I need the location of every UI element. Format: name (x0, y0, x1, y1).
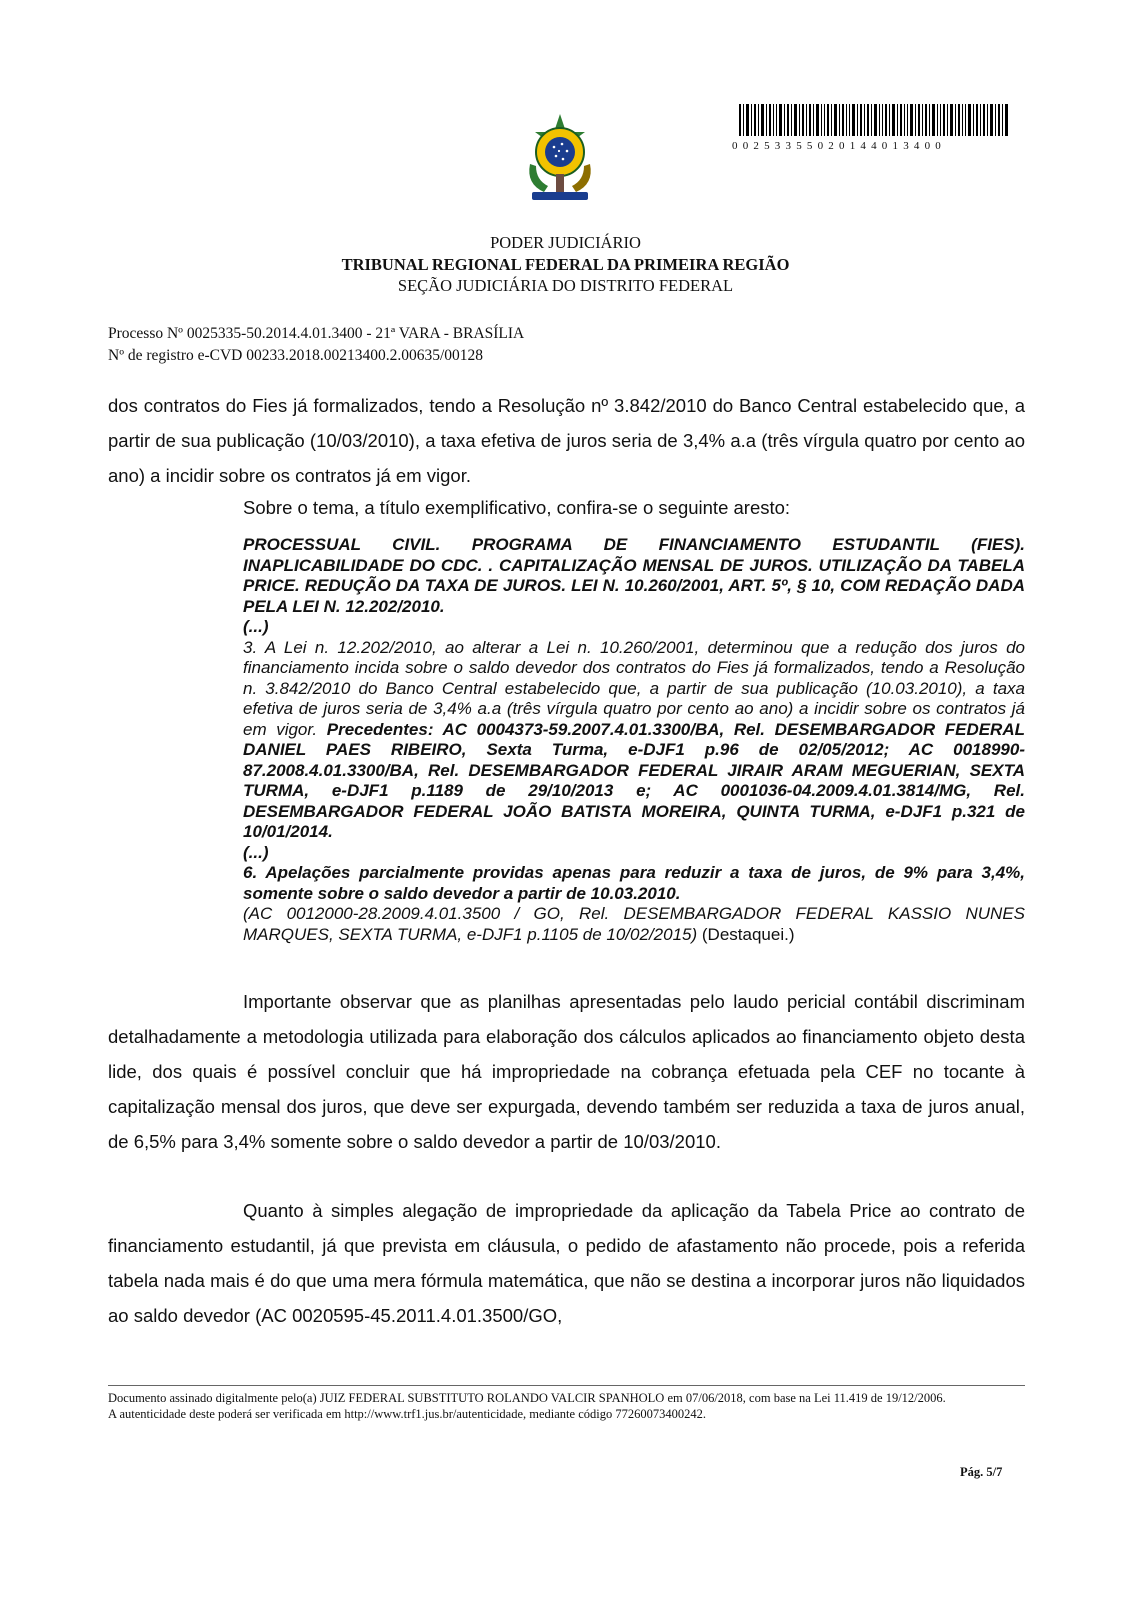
barcode-digits: 00253355020144013400 (732, 140, 946, 152)
lead-paragraph (108, 388, 1025, 493)
quote-ellipsis-2: (...) (243, 842, 269, 862)
footer-authenticity: A autenticidade deste poderá ser verificada em http://www.trf1.jus.br/autenticidade, mediante código 77260073400242. (108, 1406, 706, 1421)
quote-item-6: 6. Apelações parcialmente providas apenas para reduzir a taxa de juros, de 9% para 3,4%, somente sobre o saldo devedor a partir de 10.03.2010. (243, 863, 1025, 903)
quote-item-3-text: 3. A Lei n. 12.202/2010, ao alterar a Lei n. 10.260/2001, determinou que a redução dos juros do financiamento incida sobre o saldo devedor dos contratos do Fies já formalizados, tendo a Resolução n. 3.842/2010 do Banco Central estabelecido que, a partir de sua publicação (10.03.2010), a taxa efetiva de juros seria de 3,4% a.a (três vírgula quatro por cento ao ano) a incidir sobre os contratos já em vigor. (243, 637, 1025, 739)
quote-precedents: Precedentes: AC 0004373-59.2007.4.01.3300/BA, Rel. DESEMBARGADOR FEDERAL DANIEL PAES RIBEIRO, Sexta Turma, e-DJF1 p.96 de 02/05/2012; AC 0018990-87.2008.4.01.3300/BA, Rel. DESEMBARGADOR FEDERAL JIRAIR ARAM MEGUERIAN, SEXTA TURMA, e-DJF1 p.1189 de 29/10/2013 e; AC 0001036-04.2009.4.01.3814/MG, Rel. DESEMBARGADOR FEDERAL JOÃO BATISTA MOREIRA, QUINTA TURMA, e-DJF1 p.321 de 10/01/2014. (243, 719, 1025, 841)
registry-number: Nº de registro e-CVD 00233.2018.00213400.2.00635/00128 (108, 346, 484, 364)
barcode-icon (739, 104, 1009, 136)
quote-headnote: PROCESSUAL CIVIL. PROGRAMA DE FINANCIAMENTO ESTUDANTIL (FIES). INAPLICABILIDADE DO CDC. . CAPITALIZAÇÃO MENSAL DE JUROS. UTILIZAÇÃO DA TABELA PRICE. REDUÇÃO DA TAXA DE JUROS. LEI N. 10.260/2001, ART. 5º, § 10, COM REDAÇÃO DADA PELA LEI N. 12.202/2010. (243, 535, 1025, 616)
court-header (0, 232, 1131, 297)
quote-note: (Destaquei.) (701, 924, 795, 944)
process-info (108, 323, 524, 366)
footer-signature: Documento assinado digitalmente pelo(a) JUIZ FEDERAL SUBSTITUTO ROLANDO VALCIR SPANHOLO em 07/06/2018, com base na Lei 11.419 de 19/12/2006. (108, 1391, 946, 1405)
quote-item-3 (243, 638, 1025, 843)
header-line-tribunal: TRIBUNAL REGIONAL FEDERAL DA PRIMEIRA REGIÃO (341, 254, 790, 274)
paragraph-3 (108, 1193, 1025, 1333)
header-line-section: SEÇÃO JUDICIÁRIA DO DISTRITO FEDERAL (397, 276, 734, 295)
quote-intro: Sobre o tema, a título exemplificativo, confira-se o seguinte aresto: (243, 497, 791, 518)
page-number: Pág. 5/7 (960, 1465, 1003, 1479)
footer (108, 1391, 1025, 1422)
footer-divider (108, 1385, 1025, 1386)
quote-citation: (AC 0012000-28.2009.4.01.3500 / GO, Rel. DESEMBARGADOR FEDERAL KASSIO NUNES MARQUES, SEXTA TURMA, e-DJF1 p.1105 de 10/02/2015) (243, 904, 1025, 944)
header-line-power: PODER JUDICIÁRIO (490, 233, 641, 252)
coat-of-arms-icon (512, 112, 608, 204)
lead-text: dos contratos do Fies já formalizados, tendo a Resolução nº 3.842/2010 do Banco Central estabelecido que, a partir de sua publicação (10/03/2010), a taxa efetiva de juros seria de 3,4% a.a (três vírgula quatro por cento ao ano) a incidir sobre os contratos já em vigor. (108, 395, 1025, 486)
quoted-decision (243, 535, 1025, 945)
quote-ellipsis-1: (...) (243, 617, 269, 636)
paragraph-2-text: Importante observar que as planilhas apresentadas pelo laudo pericial contábil discriminam detalhadamente a metodologia utilizada para elaboração dos cálculos aplicados ao financiamento objeto desta lide, dos quais é possível concluir que há impropriedade na cobrança efetuada pela CEF no tocante à capitalização mensal dos juros, que deve ser expurgada, devendo também ser reduzida a taxa de juros anual, de 6,5% para 3,4% somente sobre o saldo devedor a partir de 10/03/2010. (108, 991, 1025, 1152)
quote-citation-line (243, 904, 1025, 945)
paragraph-3-text: Quanto à simples alegação de impropriedade da aplicação da Tabela Price ao contrato de financiamento estudantil, já que prevista em cláusula, o pedido de afastamento não procede, pois a referida tabela nada mais é do que uma mera fórmula matemática, que não se destina a incorporar juros não liquidados ao saldo devedor (AC 0020595-45.2011.4.01.3500/GO, (108, 1200, 1025, 1326)
paragraph-2 (108, 984, 1025, 1159)
process-number: Processo Nº 0025335-50.2014.4.01.3400 - 21ª VARA - BRASÍLIA (108, 325, 525, 342)
